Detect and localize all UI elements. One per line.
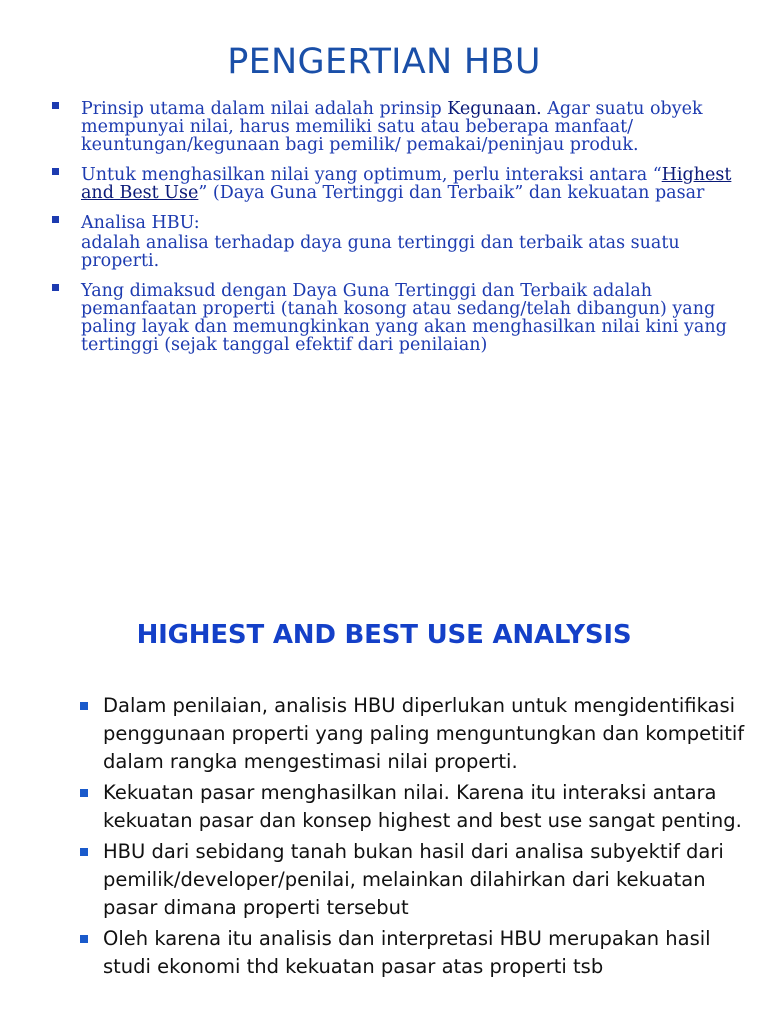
- bullet-text: Agar suatu obyek mempunyai nilai, harus memiliki satu atau beberapa manfaat/ keuntungan/kegunaan bagi pemilik/ pemakai/peninjau produk.: [81, 99, 703, 155]
- square-bullet-icon: [80, 789, 88, 797]
- bullet-text: adalah analisa terhadap daya guna tertinggi dan terbaik atas suatu properti.: [81, 233, 680, 271]
- square-bullet-icon: [80, 848, 88, 856]
- list-item: [78, 692, 758, 776]
- square-bullet-icon: [80, 702, 88, 710]
- square-bullet-icon: [52, 102, 59, 109]
- list-item-continuation: [52, 234, 742, 270]
- square-bullet-icon: [52, 284, 59, 291]
- slide-hbu-analysis: [0, 580, 768, 1024]
- bullet-list: [78, 692, 758, 984]
- keyword-highest-and-best-use: Highest and Best Use: [81, 165, 732, 203]
- slide-title: PENGERTIAN HBU: [227, 42, 541, 82]
- list-item: [52, 282, 742, 354]
- bullet-text: Dalam penilaian, analisis HBU diperlukan untuk mengidentifikasi penggunaan properti yang paling menguntungkan dan kompetitif dalam rangka mengestimasi nilai properti.: [103, 694, 745, 773]
- list-item: [52, 166, 742, 202]
- list-item: [52, 214, 742, 232]
- bullet-text: Untuk menghasilkan nilai yang optimum, perlu interaksi antara “: [81, 165, 662, 185]
- bullet-list: [52, 100, 742, 366]
- bullet-text: Yang dimaksud dengan Daya Guna Tertinggi dan Terbaik adalah pemanfaatan properti (tanah kosong atau sedang/telah dibangun) yang paling layak dan memungkinkan yang akan menghasilkan nilai kini yang tertinggi (sejak tanggal efektif dari penilaian): [81, 281, 727, 355]
- list-item: [78, 925, 758, 981]
- bullet-text: Prinsip utama dalam nilai adalah prinsip: [81, 99, 448, 119]
- bullet-text: ” (Daya Guna Tertinggi dan Terbaik” dan kekuatan pasar: [198, 183, 705, 203]
- list-item: [52, 100, 742, 154]
- slide-title: HIGHEST AND BEST USE ANALYSIS: [136, 620, 632, 650]
- square-bullet-icon: [80, 935, 88, 943]
- list-item: [78, 838, 758, 922]
- square-bullet-icon: [52, 168, 59, 175]
- bullet-text: HBU dari sebidang tanah bukan hasil dari analisa subyektif dari pemilik/developer/penilai, melainkan dilahirkan dari kekuatan pasar dimana properti tersebut: [103, 840, 724, 919]
- bullet-text: Kekuatan pasar menghasilkan nilai. Karena itu interaksi antara kekuatan pasar dan konsep highest and best use sangat penting.: [103, 781, 742, 832]
- keyword-kegunaan: Kegunaan.: [447, 99, 542, 119]
- bullet-text: Analisa HBU:: [81, 213, 200, 233]
- bullet-text: Oleh karena itu analisis dan interpretasi HBU merupakan hasil studi ekonomi thd kekuatan pasar atas properti tsb: [103, 927, 711, 978]
- square-bullet-icon: [52, 216, 59, 223]
- list-item: [78, 779, 758, 835]
